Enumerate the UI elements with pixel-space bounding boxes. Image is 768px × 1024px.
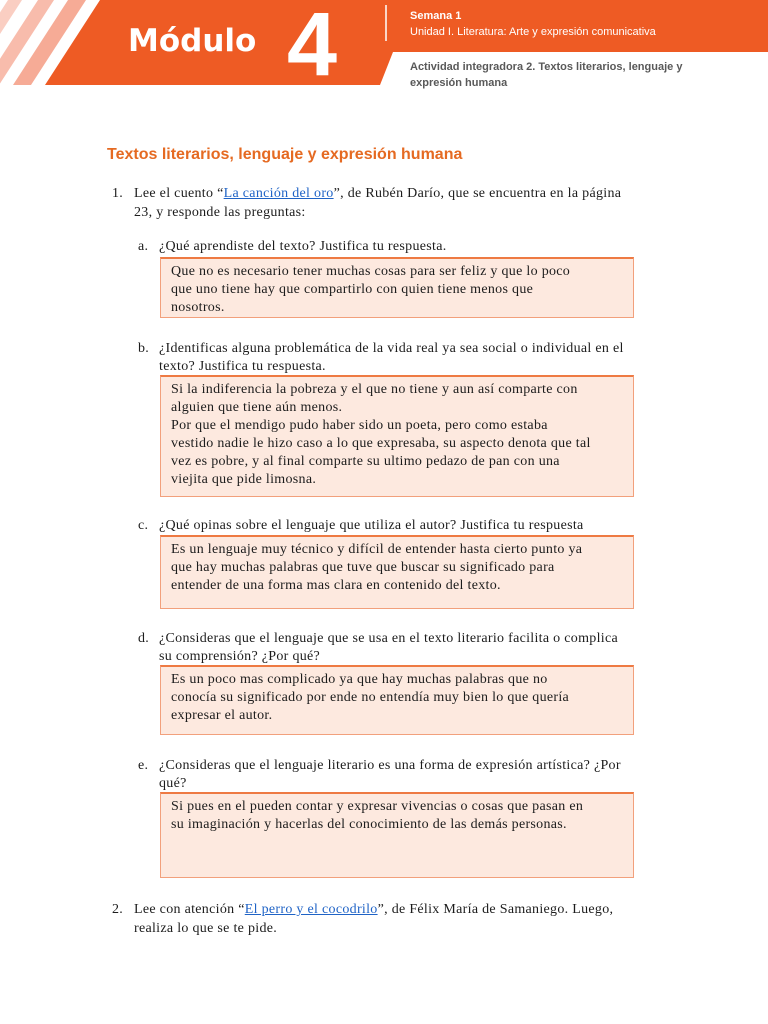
question-text-part: Lee el cuento “ [134, 186, 224, 201]
answer-line: Es un poco mas complicado ya que hay muchas palabras que no [171, 672, 548, 687]
answer-line: que uno tiene hay que compartirlo con quien tiene menos que [171, 282, 534, 297]
week-label: Semana 1 [410, 10, 462, 22]
answer-box[interactable] [160, 535, 634, 609]
subquestion-prompt [159, 238, 447, 256]
activity-title-line: Actividad integradora 2. Textos literarios, lenguaje y [410, 61, 683, 73]
subquestion-prompt [159, 630, 618, 666]
subquestion-letter: a. [138, 239, 149, 254]
subquestion-letter: d. [138, 631, 150, 646]
fable-link[interactable]: El perro y el cocodrilo [244, 902, 378, 917]
answer-line: vestido nadie le hizo caso a lo que expresaba, su aspecto denota que tal [171, 436, 591, 451]
question-text-part: ”, de Félix María de Samaniego. Luego, [377, 902, 614, 917]
subquestion-prompt [159, 340, 624, 376]
answer-line: nosotros. [171, 300, 225, 315]
answer-box[interactable] [160, 792, 634, 878]
prompt-line: ¿Consideras que el lenguaje literario es una forma de expresión artística? ¿Por [159, 758, 621, 773]
answer-line: Que no es necesario tener muchas cosas para ser feliz y que lo poco [171, 264, 571, 279]
answer-line: conocía su significado por ende no entendía muy bien lo que quería [171, 690, 570, 705]
subquestion-letter: c. [138, 518, 149, 533]
activity-title-line: expresión humana [410, 77, 508, 89]
question-text [134, 184, 621, 222]
answer-line: Si pues en el pueden contar y expresar vivencias o cosas que pasan en [171, 799, 584, 814]
answer-line: Por que el mendigo pudo haber sido un poeta, pero como estaba [171, 418, 548, 433]
unit-label: Unidad I. Literatura: Arte y expresión comunicativa [410, 26, 656, 38]
prompt-line: ¿Qué opinas sobre el lenguaje que utiliza el autor? Justifica tu respuesta [159, 518, 584, 533]
page-title: Textos literarios, lenguaje y expresión humana [107, 146, 463, 163]
question-number: 1. [112, 186, 124, 201]
prompt-line: ¿Identificas alguna problemática de la vida real ya sea social o individual en el [159, 341, 624, 356]
prompt-line: qué? [159, 776, 187, 791]
question-text-part: Lee con atención “ [134, 902, 245, 917]
module-label: Módulo [128, 23, 257, 59]
subquestion-prompt [159, 757, 621, 793]
answer-line: entender de una forma mas clara en contenido del texto. [171, 578, 501, 593]
answer-line: Si la indiferencia la pobreza y el que no tiene y aun así comparte con [171, 382, 578, 397]
question-line: realiza lo que se te pide. [134, 921, 278, 936]
answer-box[interactable] [160, 665, 634, 735]
answer-box[interactable] [160, 375, 634, 497]
answer-box[interactable] [160, 257, 634, 318]
activity-title [410, 59, 682, 91]
prompt-line: texto? Justifica tu respuesta. [159, 359, 326, 374]
prompt-line: su comprensión? ¿Por qué? [159, 649, 321, 664]
question-number: 2. [112, 902, 124, 917]
prompt-line: ¿Qué aprendiste del texto? Justifica tu respuesta. [159, 239, 447, 254]
question-line [134, 184, 621, 203]
story-link[interactable]: La canción del oro [223, 186, 334, 201]
prompt-line: ¿Consideras que el lenguaje que se usa en el texto literario facilita o complica [159, 631, 618, 646]
answer-line: vez es pobre, y al final comparte su ultimo pedazo de pan con una [171, 454, 560, 469]
answer-line: su imaginación y hacerlas del conocimiento de las demás personas. [171, 817, 567, 832]
module-number: 4 [287, 0, 338, 95]
subquestion-letter: e. [138, 758, 149, 773]
question-text [134, 900, 613, 938]
subquestion-prompt [159, 517, 584, 535]
answer-line: Es un lenguaje muy técnico y difícil de entender hasta cierto punto ya [171, 542, 583, 557]
answer-line: alguien que tiene aún menos. [171, 400, 343, 415]
answer-line: viejita que pide limosna. [171, 472, 317, 487]
answer-line: que hay muchas palabras que tuve que buscar su significado para [171, 560, 555, 575]
question-line: 23, y responde las preguntas: [134, 205, 306, 220]
answer-line: expresar el autor. [171, 708, 273, 723]
subquestion-letter: b. [138, 341, 150, 356]
question-line [134, 900, 613, 919]
question-text-part: ”, de Rubén Darío, que se encuentra en la página [333, 186, 622, 201]
